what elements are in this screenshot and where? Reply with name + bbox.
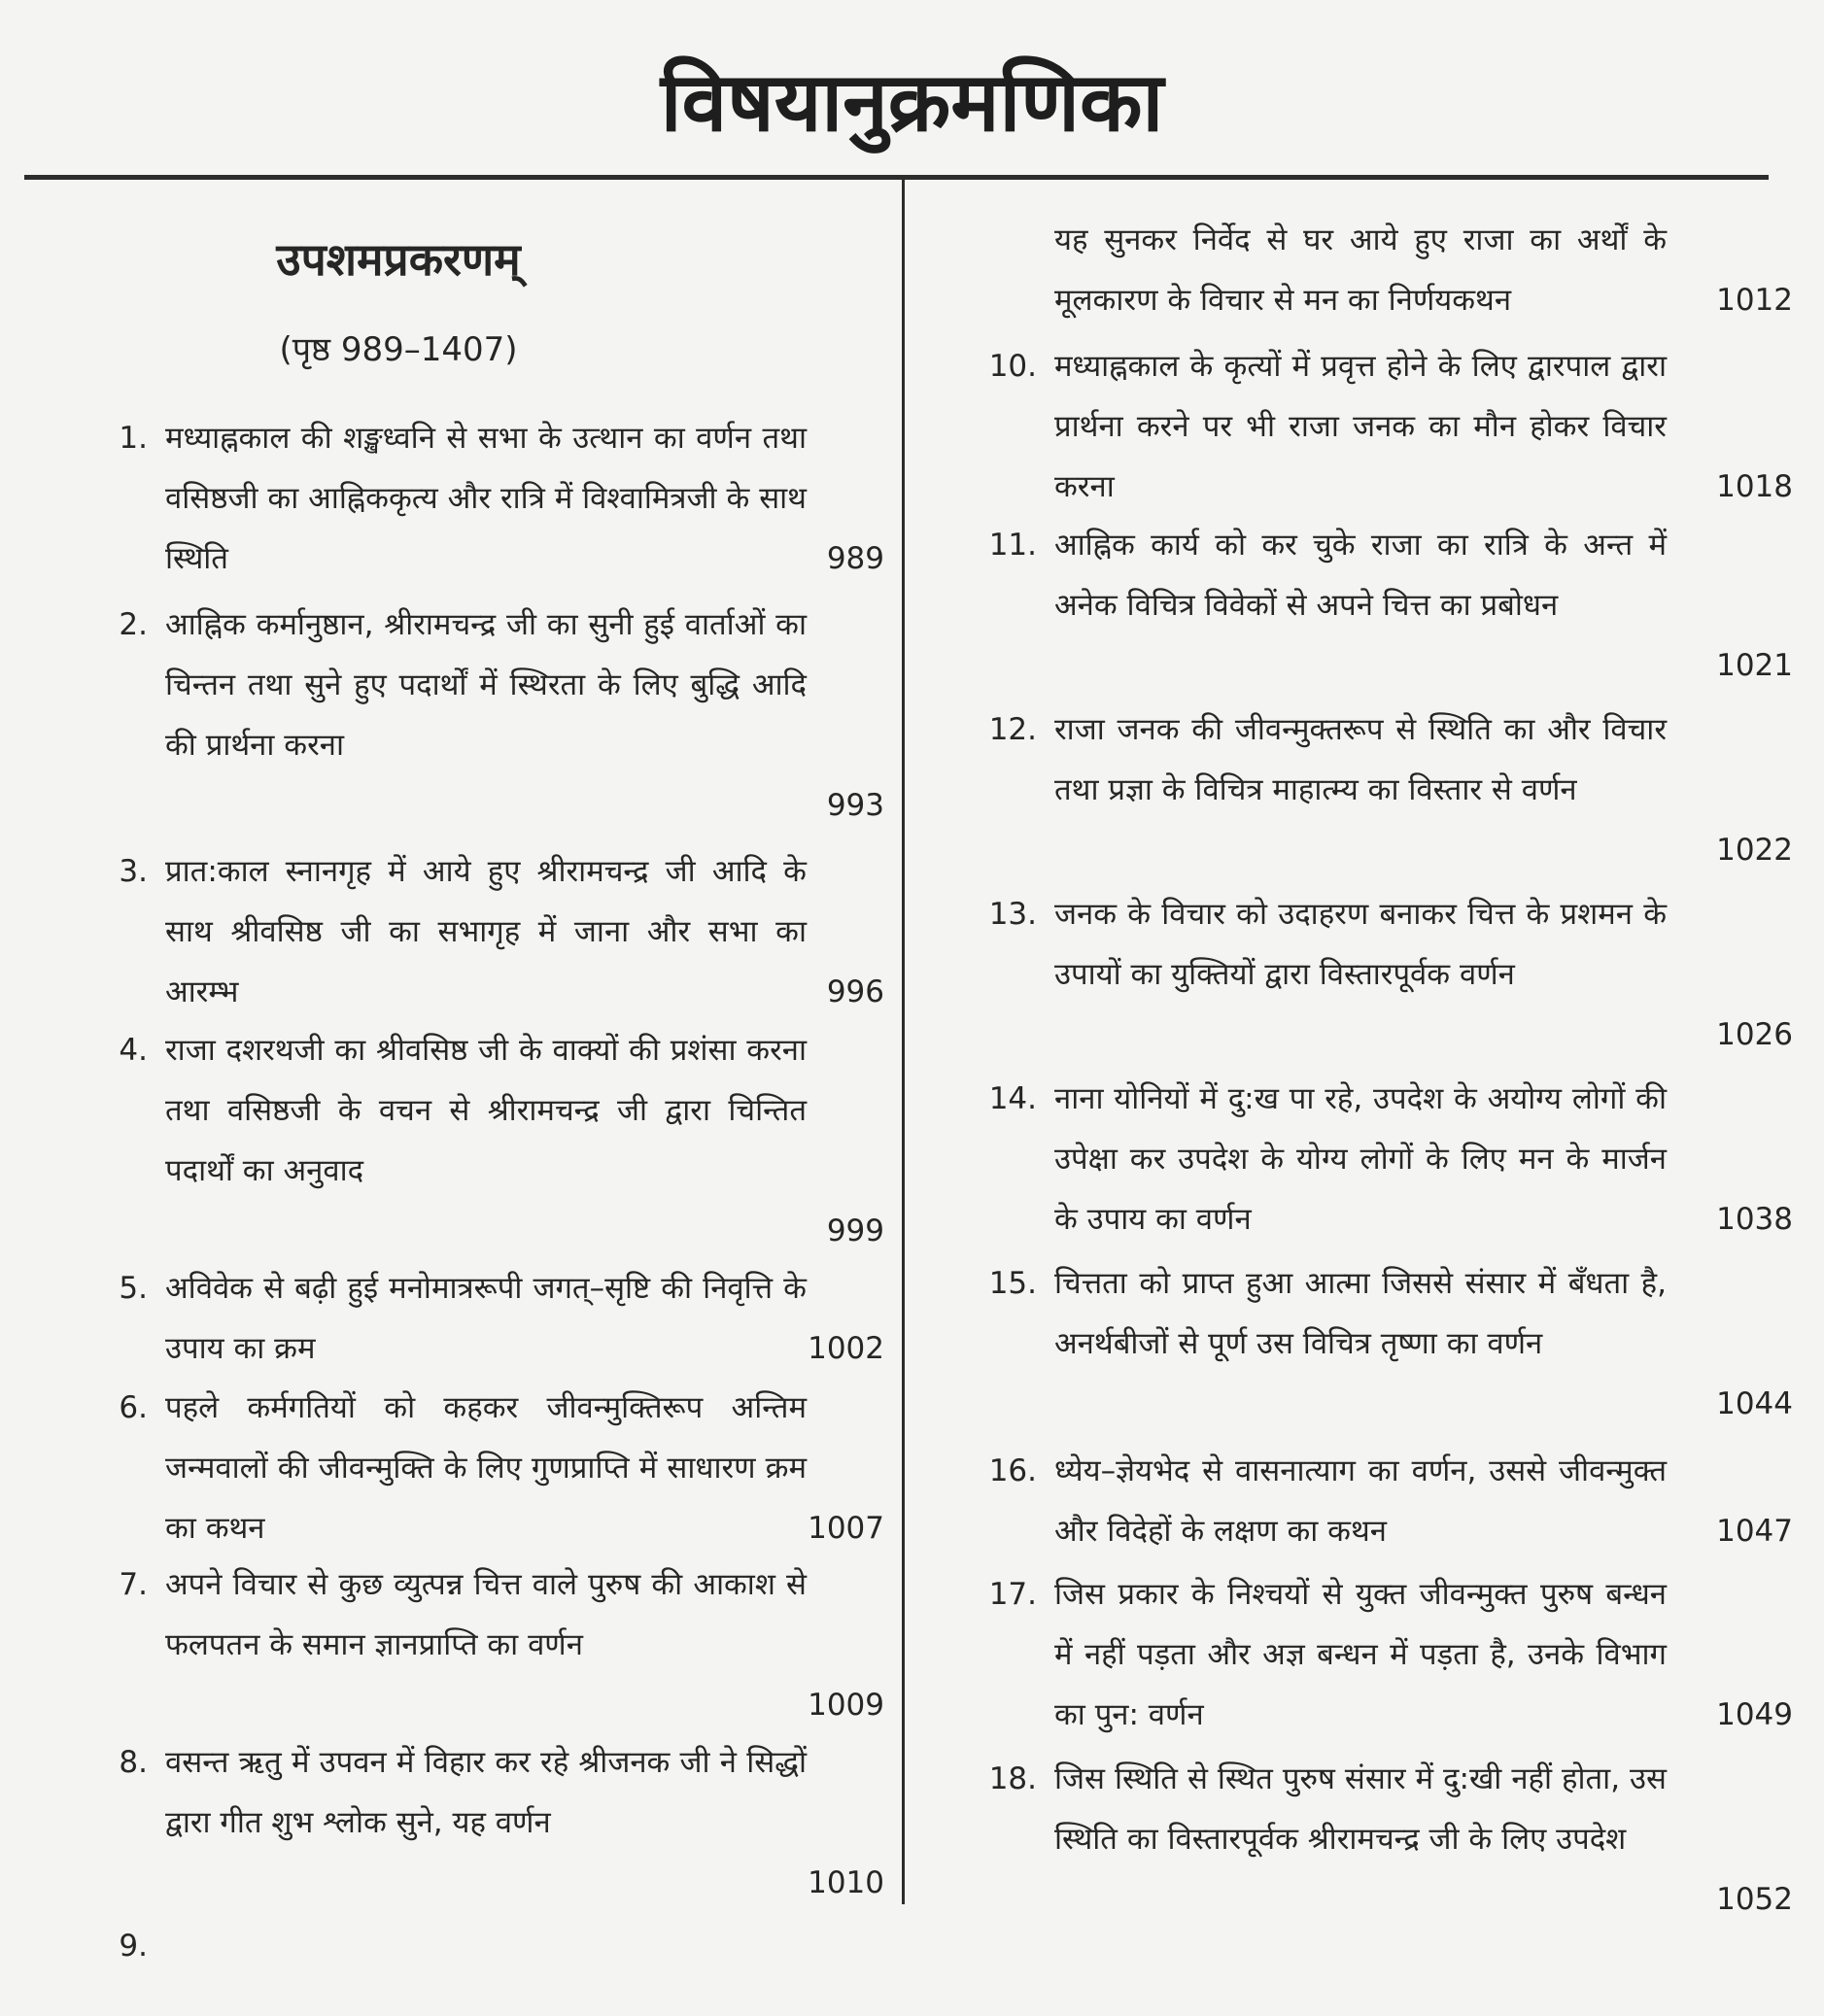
toc-entry <box>947 515 1793 696</box>
toc-entry <box>58 1020 884 1261</box>
entry-text: राजा जनक की जीवन्मुक्तरूप से स्थिति का और विचार तथा प्रज्ञा के विचित्र माहात्म्य का विस्तार से वर्णन <box>1054 712 1667 807</box>
entry-page: 1047 <box>1716 1514 1793 1549</box>
entry-number: 9. <box>119 1929 148 1964</box>
page-title: विषयानुक्रमणिका <box>660 54 1164 150</box>
entry-number: 1. <box>119 421 148 456</box>
entry-number: 13. <box>988 897 1037 932</box>
entry-number: 7. <box>119 1567 148 1602</box>
entry-number: 2. <box>119 607 148 642</box>
entry-number: 18. <box>988 1761 1037 1796</box>
toc-entry <box>58 1258 884 1379</box>
toc-entry <box>947 1253 1793 1434</box>
entry-page: 993 <box>826 788 884 823</box>
section-page-range: (पृष्ठ 989–1407) <box>279 330 518 369</box>
entry-number: 15. <box>988 1266 1037 1301</box>
section-heading: उपशमप्रकरणम् <box>276 233 521 286</box>
entry-text: जनक के विचार को उदाहरण बनाकर चित्त के प्रशमन के उपायों का युक्तियों द्वारा विस्तारपूर्वक वर्णन <box>1054 897 1667 992</box>
entry-text: मध्याह्नकाल के कृत्यों में प्रवृत्त होने के लिए द्वारपाल द्वारा प्रार्थना करने पर भी राजा जनक का मौन होकर विचार करना <box>1054 349 1667 504</box>
entry-page: 1052 <box>1716 1882 1793 1917</box>
entry-text: अपने विचार से कुछ व्युत्पन्न चित्त वाले पुरुष की आकाश से फलपतन के समान ज्ञानप्राप्ति का वर्णन <box>165 1567 807 1662</box>
entry-page: 1012 <box>1716 283 1793 318</box>
entry-text: राजा दशरथजी का श्रीवसिष्ठ जी के वाक्यों की प्रशंसा करना तथा वसिष्ठजी के वचन से श्रीरामचन्द्र जी द्वारा चिन्तित पदार्थों का अनुवाद <box>165 1033 807 1188</box>
entry-text: ध्येय–ज्ञेयभेद से वासनात्याग का वर्णन, उससे जीवन्मुक्त और विदेहों के लक्षण का कथन <box>1054 1453 1667 1549</box>
entry-page: 1044 <box>1716 1386 1793 1421</box>
entry-page: 1018 <box>1716 469 1793 504</box>
entry-text: आह्निक कार्य को कर चुके राजा का रात्रि के अन्त में अनेक विचित्र विवेकों से अपने चित्त का प्रबोधन <box>1054 528 1667 623</box>
toc-entry <box>58 1378 884 1558</box>
entry-text: नाना योनियों में दु:ख पा रहे, उपदेश के अयोग्य लोगों की उपेक्षा कर उपदेश के योग्य लोगों के लिए मन के मार्जन के उपाय का वर्णन <box>1054 1081 1667 1237</box>
toc-entry <box>58 408 884 589</box>
entry-number: 5. <box>119 1271 148 1306</box>
entry-text: प्रात:काल स्नानगृह में आये हुए श्रीरामचन्द्र जी आदि के साथ श्रीवसिष्ठ जी का सभागृह में जाना और सभा का आरम्भ <box>165 854 807 1009</box>
toc-entry <box>58 1916 739 1976</box>
entry-page: 996 <box>826 974 884 1009</box>
column-divider <box>902 180 905 1904</box>
entry-text: जिस प्रकार के निश्चयों से युक्त जीवन्मुक्त पुरुष बन्धन में नहीं पड़ता और अज्ञ बन्धन में पड़ता है, उनके विभाग का पुन: वर्णन <box>1054 1577 1667 1732</box>
entry-page: 1026 <box>1716 1017 1793 1052</box>
toc-entry <box>58 1555 884 1735</box>
toc-entry <box>58 1732 884 1913</box>
entry-number: 3. <box>119 854 148 889</box>
toc-entry <box>947 1069 1793 1249</box>
entry-number: 14. <box>988 1081 1037 1116</box>
entry-number: 4. <box>119 1033 148 1068</box>
toc-entry <box>947 336 1793 517</box>
entry-page: 989 <box>826 541 884 576</box>
toc-entry <box>947 1564 1793 1745</box>
toc-entry-continued <box>947 210 1793 330</box>
entry-number: 6. <box>119 1390 148 1425</box>
entry-number: 11. <box>988 528 1037 563</box>
entry-text: चित्तता को प्राप्त हुआ आत्मा जिससे संसार में बँधता है, अनर्थबीजों से पूर्ण उस विचित्र तृष्णा का वर्णन <box>1054 1266 1667 1361</box>
entry-page: 1009 <box>808 1688 884 1723</box>
entry-text: मध्याह्नकाल की शङ्खध्वनि से सभा के उत्थान का वर्णन तथा वसिष्ठजी का आह्निककृत्य और रात्रि में विश्वामित्रजी के साथ स्थिति <box>165 421 807 576</box>
entry-text: वसन्त ऋतु में उपवन में विहार कर रहे श्रीजनक जी ने सिद्धों द्वारा गीत शुभ श्लोक सुने, यह वर्णन <box>165 1745 807 1840</box>
toc-entry <box>947 1441 1793 1561</box>
entry-number: 17. <box>988 1577 1037 1612</box>
entry-number: 10. <box>988 349 1037 384</box>
entry-text: अविवेक से बढ़ी हुई मनोमात्ररूपी जगत्–सृष्टि की निवृत्ति के उपाय का क्रम <box>165 1271 807 1366</box>
toc-entry <box>58 841 884 1022</box>
title-rule <box>24 175 1769 180</box>
entry-page: 999 <box>826 1213 884 1248</box>
entry-text: आह्निक कर्मानुष्ठान, श्रीरामचन्द्र जी का सुनी हुई वार्ताओं का चिन्तन तथा सुने हुए पदार्थों में स्थिरता के लिए बुद्धि आदि की प्रार्थना करना <box>165 607 807 763</box>
entry-text: यह सुनकर निर्वेद से घर आये हुए राजा का अर्थों के मूलकारण के विचार से मन का निर्णयकथन <box>1054 222 1667 318</box>
toc-entry <box>947 884 1793 1065</box>
entry-text: जिस स्थिति से स्थित पुरुष संसार में दु:खी नहीं होता, उस स्थिति का विस्तारपूर्वक श्रीरामचन्द्र जी के लिए उपदेश <box>1054 1761 1667 1857</box>
entry-page: 1007 <box>808 1511 884 1546</box>
entry-page: 1022 <box>1716 833 1793 868</box>
toc-entry <box>947 700 1793 880</box>
toc-entry <box>58 595 884 836</box>
entry-number: 12. <box>988 712 1037 747</box>
entry-page: 1010 <box>808 1865 884 1900</box>
entry-number: 8. <box>119 1745 148 1780</box>
entry-page: 1049 <box>1716 1697 1793 1732</box>
entry-text: पहले कर्मगतियों को कहकर जीवन्मुक्तिरूप अन्तिम जन्मवालों की जीवन्मुक्ति के लिए गुणप्राप्ति में साधारण क्रम का कथन <box>165 1390 807 1546</box>
entry-page: 1002 <box>808 1331 884 1366</box>
entry-number: 16. <box>988 1453 1037 1488</box>
toc-entry <box>947 1749 1793 1930</box>
entry-page: 1038 <box>1716 1202 1793 1237</box>
entry-page: 1021 <box>1716 648 1793 683</box>
